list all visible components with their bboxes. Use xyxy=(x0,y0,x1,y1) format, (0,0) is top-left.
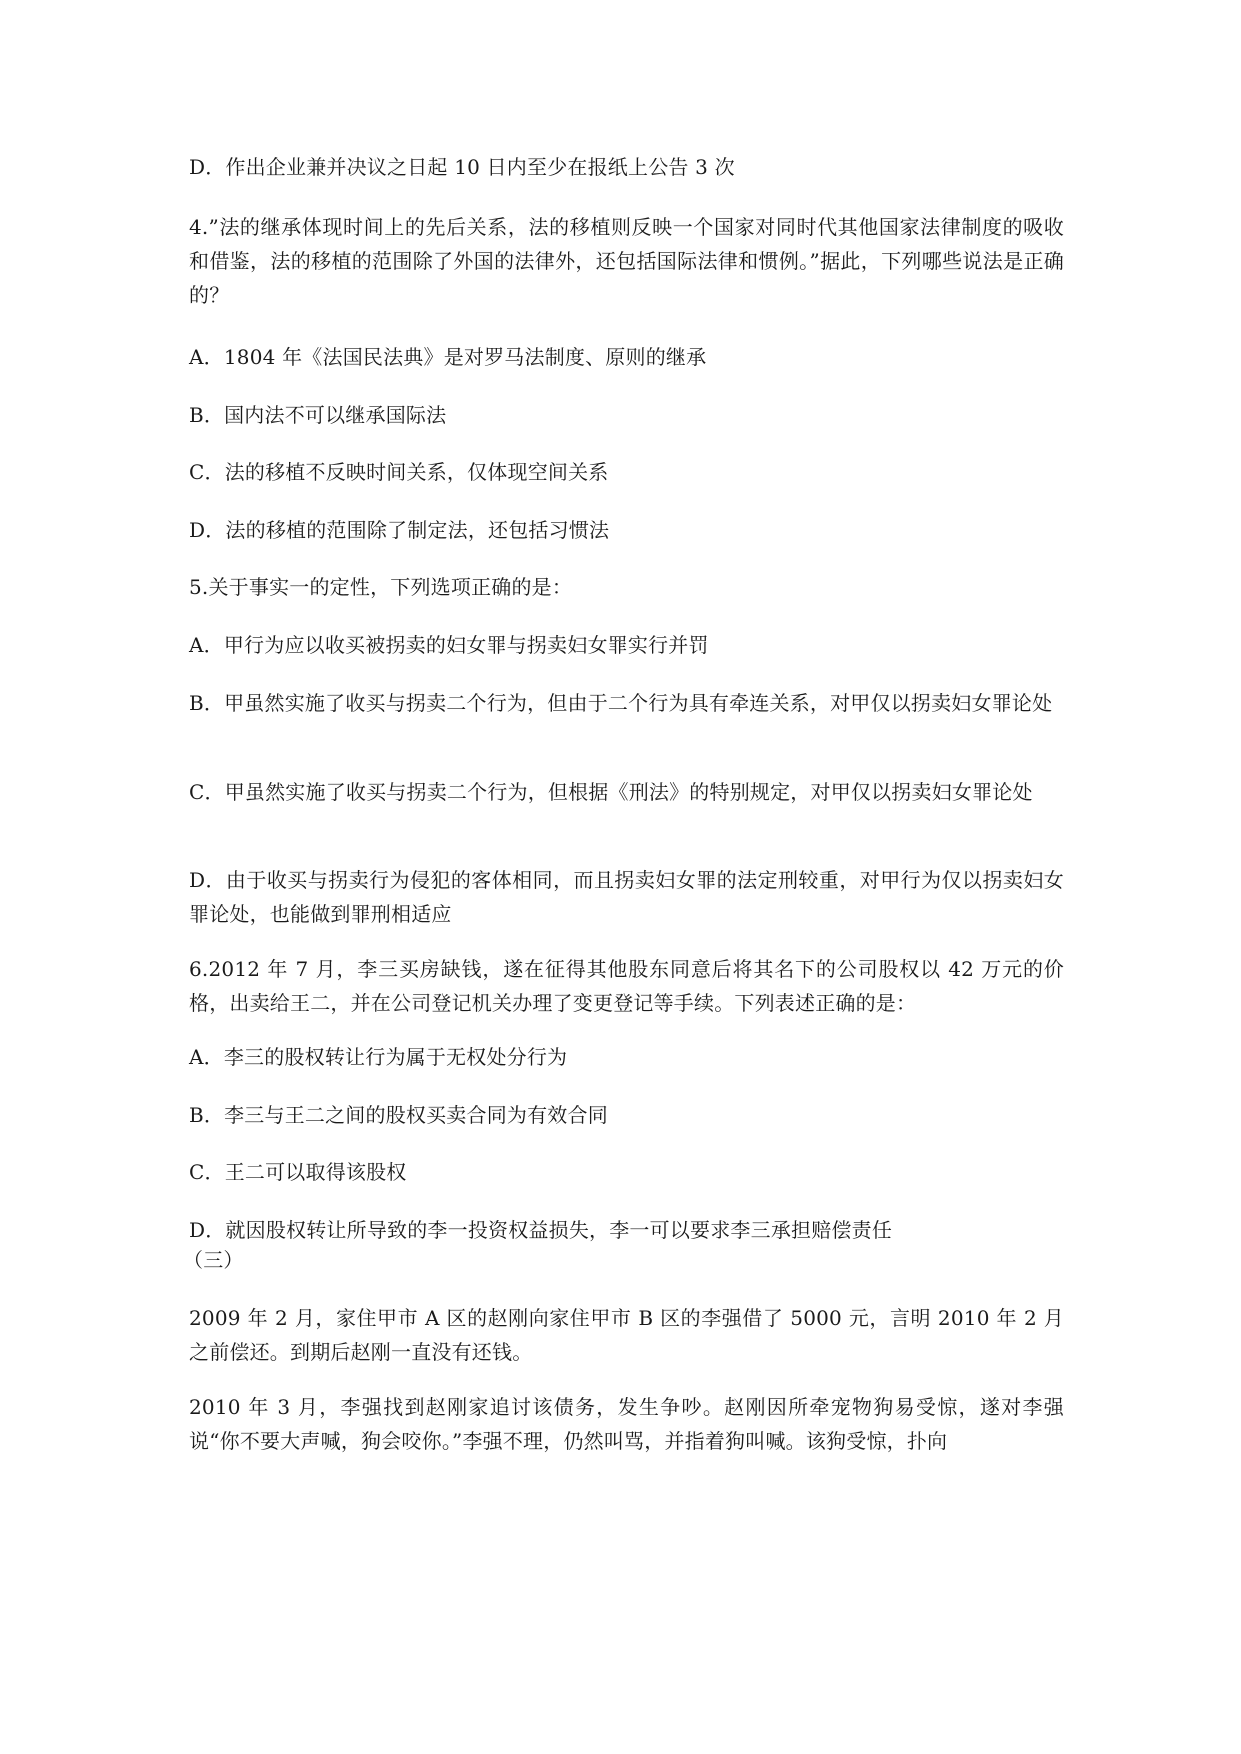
q4-option-c: C．法的移植不反映时间关系，仅体现空间关系 xyxy=(189,460,609,484)
q6-option-c: C．王二可以取得该股权 xyxy=(189,1160,407,1184)
q4-stem: 4.”法的继承体现时间上的先后关系，法的移植则反映一个国家对同时代其他国家法律制度的吸收和借鉴，法的移植的范围除了外国的法律外，还包括国际法律和惯例。”据此，下列哪些说法是正确的？ xyxy=(189,215,1064,307)
q5-option-b: B．甲虽然实施了收买与拐卖二个行为，但由于二个行为具有牵连关系，对甲仅以拐卖妇女罪论处 xyxy=(189,691,1053,715)
q5-option-a: A．甲行为应以收买被拐卖的妇女罪与拐卖妇女罪实行并罚 xyxy=(189,633,709,657)
section-heading: （三） xyxy=(183,1248,244,1272)
case-paragraph-1: 2009 年 2 月，家住甲市 A 区的赵刚向家住甲市 B 区的李强借了 5000 元，言明 2010 年 2 月之前偿还。到期后赵刚一直没有还钱。 xyxy=(189,1306,1064,1364)
q4-option-b: B．国内法不可以继承国际法 xyxy=(189,403,447,427)
case-paragraph-2: 2010 年 3 月，李强找到赵刚家追讨该债务，发生争吵。赵刚因所牵宠物狗易受惊，遂对李强说“你不要大声喊，狗会咬你。”李强不理，仍然叫骂，并指着狗叫喊。该狗受惊，扑向 xyxy=(189,1395,1064,1453)
q4-option-a: A．1804 年《法国民法典》是对罗马法制度、原则的继承 xyxy=(189,345,707,369)
q6-option-b: B．李三与王二之间的股权买卖合同为有效合同 xyxy=(189,1103,608,1127)
q3-option-d: D．作出企业兼并决议之日起 10 日内至少在报纸上公告 3 次 xyxy=(189,155,735,179)
q5-stem: 5.关于事实一的定性，下列选项正确的是： xyxy=(189,575,573,599)
q5-option-d: D．由于收买与拐卖行为侵犯的客体相同，而且拐卖妇女罪的法定刑较重，对甲行为仅以拐卖妇女罪论处，也能做到罪刑相适应 xyxy=(189,868,1064,926)
q6-option-d: D．就因股权转让所导致的李一投资权益损失，李一可以要求李三承担赔偿责任 xyxy=(189,1218,893,1242)
q4-option-d: D．法的移植的范围除了制定法，还包括习惯法 xyxy=(189,518,610,542)
q6-option-a: A．李三的股权转让行为属于无权处分行为 xyxy=(189,1045,568,1069)
q6-stem: 6.2012 年 7 月，李三买房缺钱，遂在征得其他股东同意后将其名下的公司股权以 42 万元的价格，出卖给王二，并在公司登记机关办理了变更登记等手续。下列表述正确的是： xyxy=(189,957,1064,1015)
q5-option-c: C．甲虽然实施了收买与拐卖二个行为，但根据《刑法》的特别规定，对甲仅以拐卖妇女罪论处 xyxy=(189,780,1033,804)
